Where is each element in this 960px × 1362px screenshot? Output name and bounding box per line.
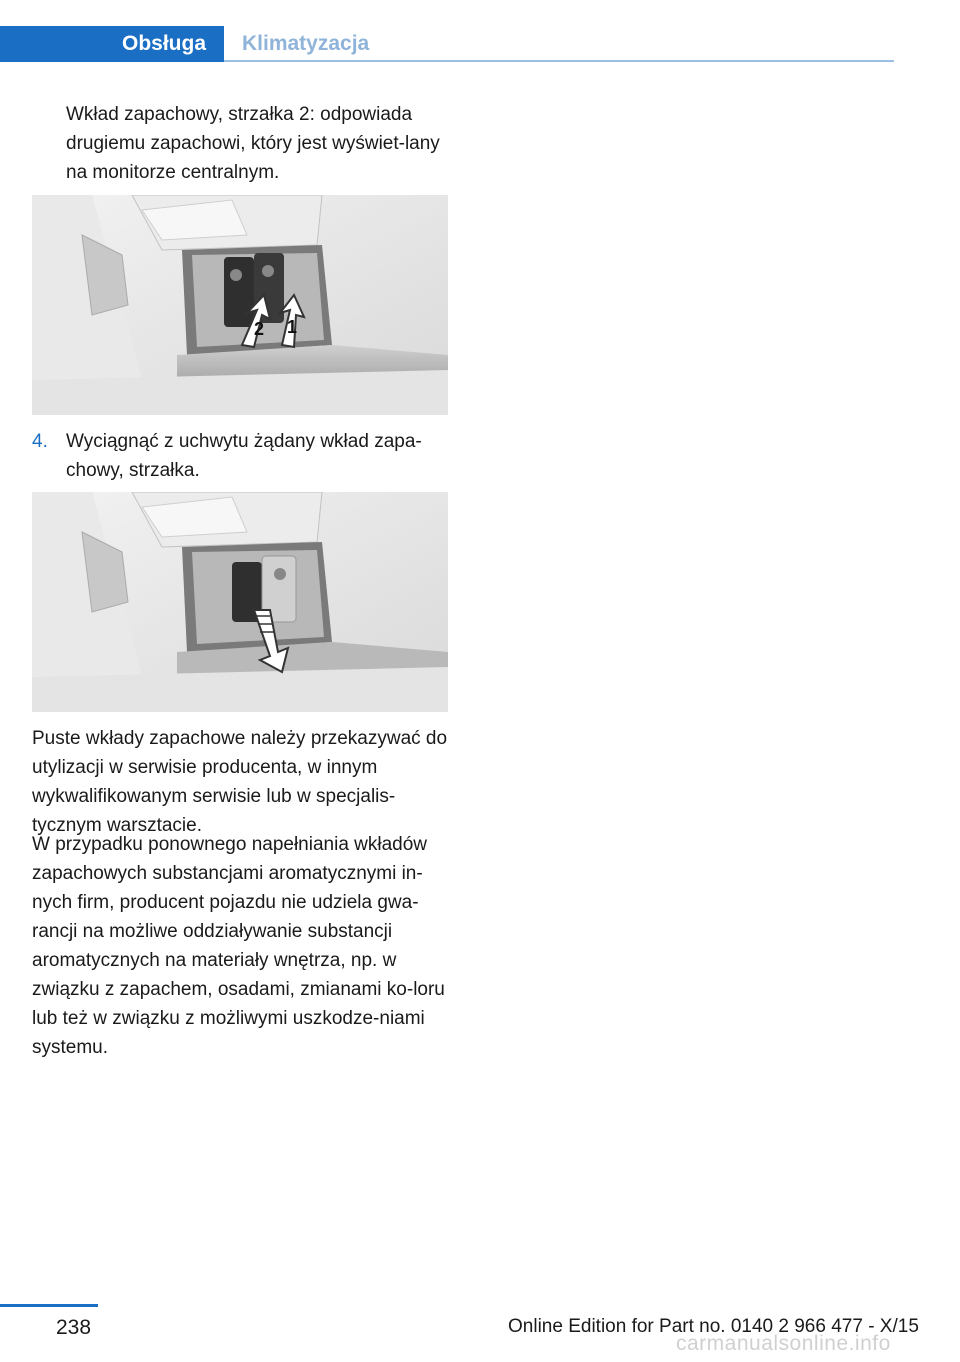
paragraph-disposal: Puste wkłady zapachowe należy przekazywać do utylizacji w serwisie producenta, w innym wykwalifikowanym serwisie lub w specjalis‐tycznym warsztacie. <box>32 728 448 836</box>
header-divider <box>224 60 894 62</box>
tab-klimatyzacja-label: Klimatyzacja <box>242 32 370 55</box>
tab-klimatyzacja[interactable] <box>224 26 894 62</box>
arrow-label-2: 2 <box>254 319 265 339</box>
tab-obsluga[interactable] <box>0 26 224 62</box>
step-text: Wyciągnąć z uchwytu żądany wkład zapa‐chowy, strzałka. <box>66 431 422 481</box>
figure-remove-cartridge <box>32 492 448 712</box>
arrow-label-1: 1 <box>287 317 298 337</box>
footer-accent-line <box>0 1304 98 1307</box>
edition-text: Online Edition for Part no. 0140 2 966 477 - X/15 <box>508 1316 919 1337</box>
paragraph-warranty: W przypadku ponownego napełniania wkładów zapachowych substancjami aromatycznymi in‐nych firm, producent pojazdu nie udziela gwa‐rancji na możliwe oddziaływanie substancji aromatycznych na materiały wnętrza, np. w związku z zapachem, osadami, zmianami ko‐loru lub też w związku z możliwymi uszkodze‐niami systemu. <box>32 834 445 1058</box>
watermark: carmanualsonline.info <box>676 1332 891 1355</box>
tab-obsluga-label: Obsługa <box>121 32 206 55</box>
step-number: 4. <box>32 431 48 452</box>
page-number: 238 <box>56 1316 92 1339</box>
paragraph-arrow2: Wkład zapachowy, strzałka 2: odpowiada drugiemu zapachowi, który jest wyświet‐lany na monitorze centralnym. <box>66 104 440 183</box>
figure-scent-cartridges <box>32 195 448 415</box>
